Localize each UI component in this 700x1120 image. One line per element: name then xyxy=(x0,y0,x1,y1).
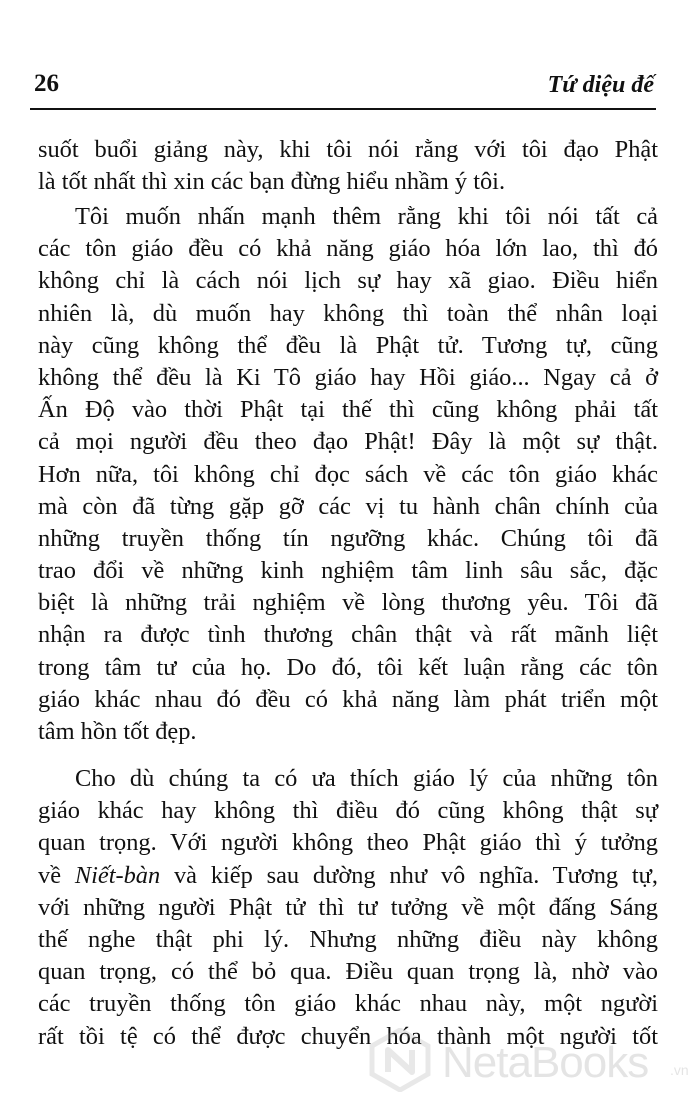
text-segment: trong tâm tư của họ. Do đó, tôi kết luận rằng các tôn xyxy=(38,653,658,681)
italic-term: Niết-bàn xyxy=(74,861,161,889)
text-line xyxy=(38,426,658,458)
text-segment: mà còn đã từng gặp gỡ các vị tu hành chân chính của xyxy=(38,492,658,520)
text-line xyxy=(38,298,658,330)
text-line xyxy=(38,587,658,619)
text-line xyxy=(38,201,658,233)
text-segment: các truyền thống tôn giáo khác nhau này, một người xyxy=(38,990,658,1018)
text-line xyxy=(38,233,658,265)
text-segment: về xyxy=(38,861,75,889)
text-segment: những truyền thống tín ngưỡng khác. Chúng tôi đã xyxy=(38,524,658,552)
text-line xyxy=(38,330,658,362)
text-segment: nhận ra được tình thương chân thật và rất mãnh liệt xyxy=(38,621,658,649)
text-line xyxy=(38,555,658,587)
page-header xyxy=(34,70,654,102)
text-line xyxy=(38,166,658,198)
watermark xyxy=(368,1024,688,1102)
paragraph xyxy=(38,134,658,198)
text-line xyxy=(38,265,658,297)
text-segment: rất tồi tệ có thể được chuyển hóa thành một người tốt xyxy=(38,1022,658,1050)
text-line xyxy=(38,924,658,956)
text-segment: này cũng không thể đều là Phật tử. Tương tự, cũng xyxy=(38,331,658,359)
text-segment: Ấn Độ vào thời Phật tại thế thì cũng không phải tất xyxy=(38,396,658,424)
text-segment: với những người Phật tử thì tư tưởng về một đấng Sáng xyxy=(38,893,658,921)
text-line xyxy=(38,459,658,491)
text-line xyxy=(38,491,658,523)
text-segment: giáo khác hay không thì điều đó cũng không thật sự xyxy=(38,797,658,825)
text-segment: là tốt nhất thì xin các bạn đừng hiểu nhầm ý tôi. xyxy=(38,168,506,196)
text-line xyxy=(38,860,658,892)
text-segment: cả mọi người đều theo đạo Phật! Đây là một sự thật. xyxy=(38,428,658,456)
text-segment: trao đổi về những kinh nghiệm tâm linh sâu sắc, đặc xyxy=(38,557,658,585)
text-segment: giáo khác nhau đó đều có khả năng làm phát triển một xyxy=(38,685,658,713)
text-segment: quan trọng. Với người không theo Phật giáo thì ý tưởng xyxy=(38,829,658,857)
page-number: 26 xyxy=(34,70,59,97)
text-segment: biệt là những trải nghiệm về lòng thương yêu. Tôi đã xyxy=(38,589,658,617)
text-line xyxy=(38,956,658,988)
text-line xyxy=(38,523,658,555)
text-segment: quan trọng, có thể bỏ qua. Điều quan trọng là, nhờ vào xyxy=(38,958,658,986)
text-line xyxy=(38,362,658,394)
netabooks-logo-icon xyxy=(368,1028,432,1092)
text-segment: và kiếp sau dường như vô nghĩa. Tương tự, xyxy=(160,861,658,889)
watermark-brand: NetaBooks xyxy=(442,1038,649,1087)
text-line xyxy=(38,795,658,827)
text-segment: Cho dù chúng ta có ưa thích giáo lý của những tôn xyxy=(75,765,658,792)
text-segment: Tôi muốn nhấn mạnh thêm rằng khi tôi nói tất cả xyxy=(75,203,658,230)
text-segment: không thể đều là Ki Tô giáo hay Hồi giáo... Ngay cả ở xyxy=(38,363,658,391)
text-line xyxy=(38,134,658,166)
text-segment: các tôn giáo đều có khả năng giáo hóa lớn lao, thì đó xyxy=(38,235,658,263)
text-line xyxy=(38,684,658,716)
text-segment: không chỉ là cách nói lịch sự hay xã giao. Điều hiển xyxy=(38,267,658,295)
watermark-suffix: .vn xyxy=(670,1062,689,1078)
text-segment: thế nghe thật phi lý. Nhưng những điều này không xyxy=(38,925,658,953)
paragraph xyxy=(38,763,658,1053)
text-segment: suốt buổi giảng này, khi tôi nói rằng với tôi đạo Phật xyxy=(38,136,658,163)
text-line xyxy=(38,763,658,795)
text-line xyxy=(38,988,658,1020)
header-rule xyxy=(30,108,656,110)
text-line xyxy=(38,652,658,684)
paragraph xyxy=(38,201,658,748)
text-line xyxy=(38,619,658,651)
text-line xyxy=(38,394,658,426)
running-title: Tứ diệu đế xyxy=(547,72,654,98)
text-line xyxy=(38,892,658,924)
text-line xyxy=(38,827,658,859)
text-segment: nhiên là, dù muốn hay không thì toàn thể nhân loại xyxy=(38,299,658,327)
text-line xyxy=(38,716,658,748)
text-segment: Hơn nữa, tôi không chỉ đọc sách về các tôn giáo khác xyxy=(38,460,658,488)
text-segment: tâm hồn tốt đẹp. xyxy=(38,718,197,745)
